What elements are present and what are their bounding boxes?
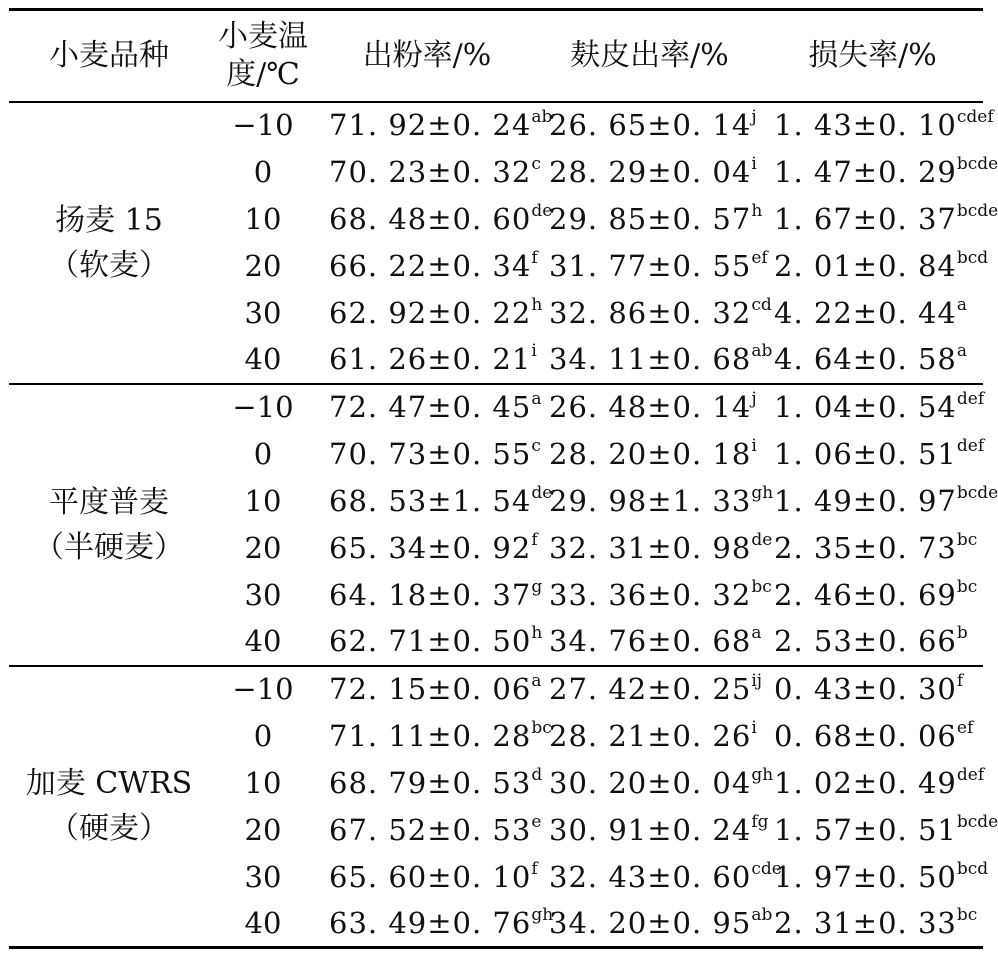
bran-significance-letters: gh — [751, 482, 774, 503]
flour-value: 63. 49±0. 76 — [329, 905, 532, 940]
bran-value: 28. 29±0. 04 — [549, 154, 752, 189]
bran-significance-letters: bc — [751, 576, 772, 597]
variety-cell — [9, 384, 209, 666]
flour-significance-letters: f — [531, 858, 538, 879]
bran-significance-letters: fg — [751, 811, 769, 832]
flour-significance-letters: e — [531, 811, 542, 832]
temperature-cell: −10 — [232, 390, 294, 424]
bran-yield-cell — [537, 196, 762, 243]
bran-value: 29. 85±0. 57 — [549, 201, 752, 236]
bran-value: 31. 77±0. 55 — [549, 248, 752, 283]
loss-significance-letters: def — [956, 764, 985, 785]
flour-value: 66. 22±0. 34 — [329, 248, 532, 283]
loss-value: 1. 43±0. 10 — [774, 108, 957, 142]
bran-significance-letters: j — [751, 107, 757, 127]
flour-value: 71. 92±0. 24 — [329, 108, 532, 142]
bran-significance-letters: i — [751, 435, 757, 456]
temperature-cell: 10 — [244, 765, 282, 800]
loss-significance-letters: bcde — [956, 811, 998, 832]
temperature-cell: 30 — [244, 859, 282, 894]
header-loss-rate: 损失率/% — [808, 38, 937, 73]
bran-value: 26. 65±0. 14 — [549, 108, 752, 142]
header-variety: 小麦品种 — [49, 38, 169, 73]
flour-yield-cell — [317, 149, 541, 196]
bran-value: 33. 36±0. 32 — [549, 577, 752, 612]
bran-value: 32. 86±0. 32 — [549, 295, 752, 330]
bran-significance-letters: i — [751, 153, 757, 174]
bran-value: 34. 20±0. 95 — [549, 905, 752, 940]
variety-type: （软麦） — [49, 247, 169, 283]
temperature-cell: 20 — [244, 248, 282, 283]
temperature-cell: 30 — [244, 577, 282, 612]
loss-rate-cell — [762, 243, 989, 290]
loss-significance-letters: def — [956, 435, 985, 456]
loss-rate-cell — [762, 854, 989, 901]
bran-significance-letters: ij — [751, 671, 763, 691]
header-temperature-line1: 小麦温 — [218, 19, 308, 55]
variety-type: （硬麦） — [49, 811, 169, 847]
flour-significance-letters: de — [531, 482, 553, 503]
bran-value: 28. 21±0. 26 — [549, 718, 752, 753]
temperature-cell: 20 — [244, 530, 282, 565]
loss-significance-letters: bc — [956, 576, 978, 597]
flour-value: 68. 79±0. 53 — [329, 765, 532, 800]
loss-significance-letters: f — [956, 671, 964, 691]
flour-value: 72. 15±0. 06 — [329, 672, 532, 706]
bran-value: 32. 43±0. 60 — [549, 859, 752, 894]
temperature-cell: 40 — [244, 624, 282, 658]
loss-significance-letters: bc — [956, 529, 978, 550]
header-row — [9, 10, 983, 102]
loss-rate-cell — [762, 525, 983, 572]
flour-value: 62. 71±0. 50 — [329, 624, 532, 658]
loss-rate-cell — [762, 901, 983, 948]
flour-yield-cell — [317, 713, 552, 760]
bran-value: 26. 48±0. 14 — [549, 390, 752, 424]
bran-significance-letters: a — [751, 623, 762, 643]
bran-yield-cell — [537, 760, 774, 807]
bran-significance-letters: de — [751, 529, 773, 550]
flour-value: 62. 92±0. 22 — [329, 295, 532, 330]
flour-value: 70. 23±0. 32 — [329, 154, 532, 189]
bran-value: 30. 20±0. 04 — [549, 765, 752, 800]
variety-cell — [9, 666, 209, 948]
header-temperature-line2: 度/℃ — [226, 56, 300, 92]
bran-yield-cell — [537, 713, 762, 760]
bran-yield-cell — [537, 807, 769, 854]
loss-rate-cell — [762, 196, 998, 243]
loss-rate-cell — [762, 666, 983, 713]
flour-significance-letters: h — [531, 623, 543, 643]
loss-significance-letters: bcde — [956, 482, 998, 503]
flour-yield-cell — [317, 337, 537, 384]
flour-value: 71. 11±0. 28 — [329, 718, 532, 753]
bran-significance-letters: ab — [751, 341, 773, 361]
flour-significance-letters: ab — [531, 107, 553, 127]
variety-name: 加麦 CWRS — [25, 766, 193, 802]
loss-significance-letters: a — [956, 341, 968, 361]
bran-yield-cell — [537, 666, 762, 713]
bran-yield-cell — [537, 290, 772, 337]
bran-significance-letters: j — [751, 389, 757, 409]
bran-yield-cell — [537, 243, 768, 290]
loss-significance-letters: bcde — [956, 200, 998, 221]
temperature-cell: 0 — [253, 436, 273, 471]
loss-value: 1. 06±0. 51 — [774, 436, 957, 471]
bran-yield-cell — [537, 149, 762, 196]
flour-yield-cell — [317, 478, 553, 525]
loss-value: 4. 22±0. 44 — [774, 295, 957, 330]
loss-significance-letters: cdef — [956, 107, 994, 127]
bran-yield-cell — [537, 384, 762, 431]
flour-yield-cell — [317, 760, 543, 807]
loss-value: 1. 57±0. 51 — [774, 812, 957, 847]
loss-significance-letters: b — [956, 623, 968, 643]
bran-yield-cell — [537, 619, 762, 666]
loss-rate-cell — [762, 290, 983, 337]
loss-value: 2. 01±0. 84 — [774, 248, 957, 283]
flour-significance-letters: a — [531, 389, 542, 409]
flour-yield-cell — [317, 619, 543, 666]
flour-significance-letters: a — [531, 671, 542, 691]
temperature-cell: −10 — [232, 108, 294, 142]
variety-group — [9, 384, 998, 666]
variety-group — [9, 666, 998, 948]
loss-rate-cell — [762, 431, 983, 478]
bran-value: 29. 98±1. 33 — [549, 483, 752, 518]
loss-value: 1. 47±0. 29 — [774, 154, 957, 189]
table-row — [9, 666, 983, 713]
bran-significance-letters: h — [751, 200, 763, 221]
flour-yield-cell — [317, 901, 554, 948]
loss-significance-letters: def — [956, 389, 985, 409]
flour-significance-letters: i — [531, 341, 537, 361]
temperature-cell: 40 — [244, 342, 282, 376]
bran-yield-cell — [537, 478, 774, 525]
loss-rate-cell — [762, 102, 994, 149]
bran-yield-cell — [537, 901, 773, 948]
bran-yield-cell — [537, 854, 782, 901]
variety-cell — [9, 102, 209, 384]
milling-results-table — [9, 8, 998, 949]
flour-value: 68. 48±0. 60 — [329, 201, 532, 236]
bran-significance-letters: cde — [751, 858, 782, 879]
bran-yield-cell — [537, 431, 762, 478]
loss-rate-cell — [762, 478, 998, 525]
temperature-cell: 10 — [244, 201, 282, 236]
loss-rate-cell — [762, 572, 983, 619]
loss-value: 2. 35±0. 73 — [774, 530, 957, 565]
flour-significance-letters: d — [531, 764, 543, 785]
loss-significance-letters: bcd — [956, 247, 989, 268]
flour-yield-cell — [317, 384, 542, 431]
bran-yield-cell — [537, 572, 772, 619]
flour-yield-cell — [317, 290, 543, 337]
flour-value: 64. 18±0. 37 — [329, 577, 532, 612]
loss-value: 1. 02±0. 49 — [774, 765, 957, 800]
flour-value: 70. 73±0. 55 — [329, 436, 532, 471]
bran-significance-letters: cd — [751, 294, 772, 315]
flour-value: 65. 34±0. 92 — [329, 530, 532, 565]
table-row — [9, 102, 983, 149]
loss-value: 2. 31±0. 33 — [774, 905, 957, 940]
loss-value: 4. 64±0. 58 — [774, 342, 957, 376]
table-row — [9, 384, 983, 431]
variety-type: （半硬麦） — [34, 529, 184, 565]
loss-rate-cell — [762, 619, 983, 666]
flour-significance-letters: g — [531, 576, 543, 597]
flour-yield-cell — [317, 196, 553, 243]
header-bran-yield: 麸皮出率/% — [570, 38, 729, 73]
flour-significance-letters: f — [531, 529, 538, 550]
temperature-cell: 30 — [244, 295, 282, 330]
bran-value: 34. 76±0. 68 — [549, 624, 752, 658]
flour-significance-letters: de — [531, 200, 553, 221]
loss-rate-cell — [762, 149, 998, 196]
loss-rate-cell — [762, 760, 983, 807]
loss-value: 1. 97±0. 50 — [774, 859, 957, 894]
flour-significance-letters: h — [531, 294, 543, 315]
header-flour-yield: 出粉率/% — [362, 38, 492, 73]
flour-value: 72. 47±0. 45 — [329, 390, 532, 424]
bran-value: 32. 31±0. 98 — [549, 530, 752, 565]
bran-significance-letters: ab — [751, 904, 773, 925]
loss-significance-letters: a — [956, 294, 968, 315]
flour-significance-letters: bc — [531, 717, 552, 738]
loss-value: 1. 04±0. 54 — [774, 390, 957, 424]
bran-significance-letters: ef — [751, 247, 768, 268]
bran-yield-cell — [537, 102, 762, 149]
flour-value: 68. 53±1. 54 — [329, 483, 532, 518]
loss-rate-cell — [762, 384, 983, 431]
bran-yield-cell — [537, 337, 773, 384]
temperature-cell: −10 — [232, 672, 294, 706]
flour-value: 61. 26±0. 21 — [329, 342, 532, 376]
bran-value: 30. 91±0. 24 — [549, 812, 752, 847]
bran-value: 34. 11±0. 68 — [549, 342, 752, 376]
flour-significance-letters: f — [531, 247, 538, 268]
bran-value: 28. 20±0. 18 — [549, 436, 752, 471]
loss-significance-letters: ef — [956, 717, 974, 738]
loss-value: 1. 49±0. 97 — [774, 483, 957, 518]
variety-name: 扬麦 15 — [55, 202, 163, 238]
flour-yield-cell — [317, 431, 541, 478]
flour-yield-cell — [317, 807, 542, 854]
flour-significance-letters: gh — [531, 904, 554, 925]
variety-group — [9, 102, 998, 384]
temperature-cell: 10 — [244, 483, 282, 518]
loss-significance-letters: bcde — [956, 153, 998, 174]
bran-significance-letters: gh — [751, 764, 774, 785]
header-temperature — [209, 10, 317, 102]
loss-rate-cell — [762, 807, 998, 854]
bran-significance-letters: i — [751, 717, 757, 738]
table-header — [9, 10, 983, 102]
flour-value: 65. 60±0. 10 — [329, 859, 532, 894]
flour-yield-cell — [317, 102, 553, 149]
flour-significance-letters: c — [531, 153, 541, 174]
loss-value: 1. 67±0. 37 — [774, 201, 957, 236]
temperature-cell: 0 — [253, 718, 273, 753]
loss-value: 0. 43±0. 30 — [774, 672, 957, 706]
loss-value: 2. 53±0. 66 — [774, 624, 957, 658]
flour-yield-cell — [317, 666, 542, 713]
loss-value: 2. 46±0. 69 — [774, 577, 957, 612]
flour-significance-letters: c — [531, 435, 541, 456]
flour-yield-cell — [317, 572, 543, 619]
flour-value: 67. 52±0. 53 — [329, 812, 532, 847]
loss-significance-letters: bc — [956, 904, 978, 925]
loss-rate-cell — [762, 337, 983, 384]
temperature-cell: 40 — [244, 905, 282, 940]
bran-value: 27. 42±0. 25 — [549, 672, 752, 706]
temperature-cell: 20 — [244, 812, 282, 847]
flour-yield-cell — [317, 525, 537, 572]
bran-yield-cell — [537, 525, 773, 572]
temperature-cell: 0 — [253, 154, 273, 189]
flour-yield-cell — [317, 243, 537, 290]
flour-yield-cell — [317, 854, 537, 901]
loss-significance-letters: bcd — [956, 858, 989, 879]
loss-value: 0. 68±0. 06 — [774, 718, 957, 753]
loss-rate-cell — [762, 713, 983, 760]
variety-name: 平度普麦 — [49, 484, 169, 520]
